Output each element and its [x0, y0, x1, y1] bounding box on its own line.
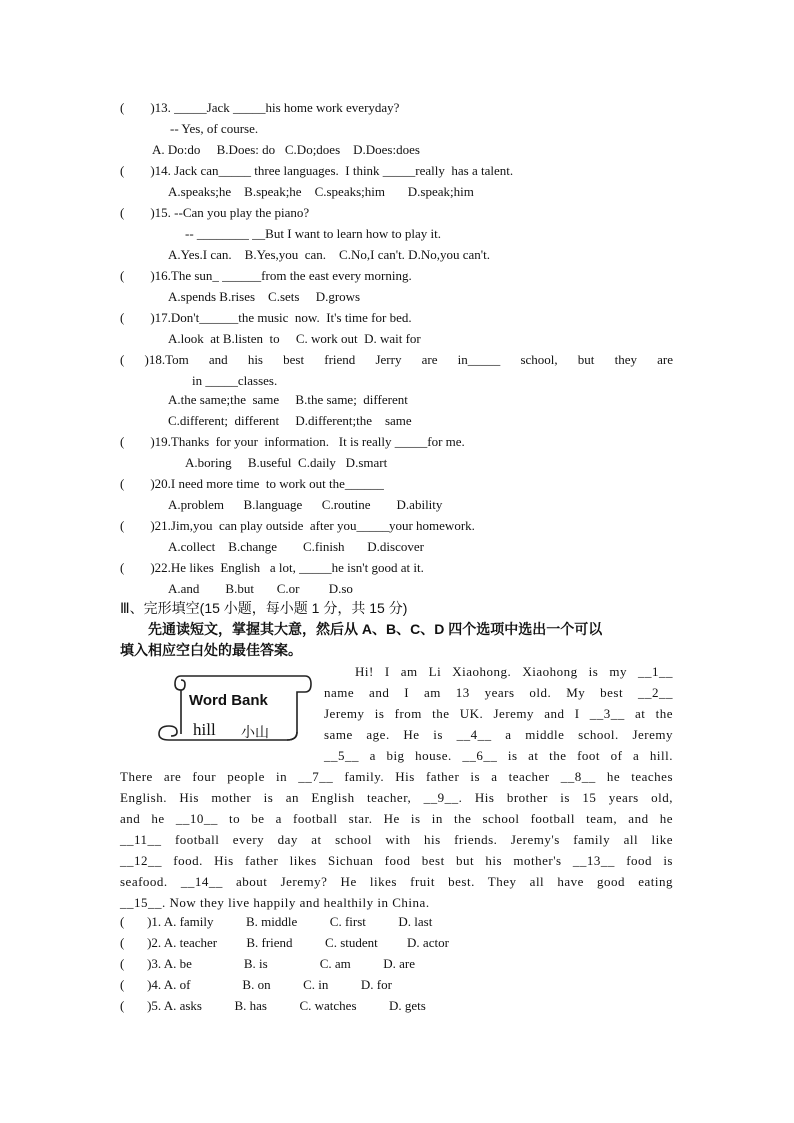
question-line: ( )14. Jack can_____ three languages. I think _____really has a talent.	[120, 163, 514, 178]
question-line: ( )13. _____Jack _____his home work everyday?	[120, 100, 400, 115]
word-bank-scroll	[155, 668, 315, 750]
question-line: A.boring B.useful C.daily D.smart	[185, 455, 388, 470]
question-line: ( )22.He likes English a lot, _____he isn't good at it.	[120, 560, 424, 575]
passage-line: __11__ football every day at school with his friends. Jeremy's family all like	[120, 832, 673, 847]
passage-line: and he __10__ to be a football star. He is in the school football team, and he	[120, 811, 673, 826]
question-line: ( )21.Jim,you can play outside after you_____your homework.	[120, 518, 475, 533]
question-line: -- ________ __But I want to learn how to play it.	[185, 226, 441, 241]
question-line: A. Do:do B.Does: do C.Do;does D.Does:does	[152, 142, 420, 157]
question-line: ( )20.I need more time to work out the______	[120, 476, 384, 491]
question-line: A.collect B.change C.finish D.discover	[168, 539, 424, 554]
passage-line: Jeremy is from the UK. Jeremy and I __3__ at the	[324, 706, 673, 721]
question-line: -- Yes, of course.	[170, 121, 259, 136]
word-bank-title: Word Bank	[189, 692, 268, 709]
question-line: C.different; different D.different;the same	[168, 413, 412, 428]
word-bank-meaning: 小山	[241, 725, 269, 741]
question-line: ( )15. --Can you play the piano?	[120, 205, 310, 220]
passage-line: name and I am 13 years old. My best __2__	[324, 685, 673, 700]
question-line: A.and B.but C.or D.so	[168, 581, 353, 596]
cloze-option-line: ( )4. A. of B. on C. in D. for	[120, 977, 392, 992]
section-instruction-line-1: 先通读短文，掌握其大意，然后从 A、B、C、D 四个选项中选出一个可以	[148, 621, 603, 637]
word-bank-word: hill	[193, 720, 216, 739]
cloze-option-line: ( )5. A. asks B. has C. watches D. gets	[120, 998, 426, 1013]
passage-line: English. His mother is an English teacher, __9__. His brother is 15 years old,	[120, 790, 673, 805]
cloze-option-line: ( )1. A. family B. middle C. first D. last	[120, 914, 433, 929]
section-heading: Ⅲ、完形填空(15 小题，每小题 1 分，共 15 分)	[120, 600, 408, 616]
scroll-icon	[155, 668, 315, 750]
passage-line: seafood. __14__ about Jeremy? He likes fruit best. They all have good eating	[120, 874, 673, 889]
passage-last-line: __15__. Now they live happily and healthily in China.	[120, 895, 430, 910]
question-line: A.speaks;he B.speak;he C.speaks;him D.speak;him	[168, 184, 474, 199]
question-line: A.spends B.rises C.sets D.grows	[168, 289, 361, 304]
passage-line: Hi! I am Li Xiaohong. Xiaohong is my __1__	[355, 664, 673, 679]
section-instruction-line-2: 填入相应空白处的最佳答案。	[120, 642, 302, 658]
passage-line: same age. He is __4__ a middle school. Jeremy	[324, 727, 673, 742]
cloze-option-line: ( )3. A. be B. is C. am D. are	[120, 956, 416, 971]
cloze-option-line: ( )2. A. teacher B. friend C. student D. actor	[120, 935, 449, 950]
question-line: ( )17.Don't______the music now. It's time for bed.	[120, 310, 412, 325]
question-line: A.problem B.language C.routine D.ability	[168, 497, 443, 512]
question-line: ( )16.The sun_ ______from the east every morning.	[120, 268, 412, 283]
passage-line: __12__ food. His father likes Sichuan food best but his mother's __13__ food is	[120, 853, 673, 868]
passage-line: __5__ a big house. __6__ is at the foot of a hill.	[324, 748, 673, 763]
question-line: in _____classes.	[192, 373, 278, 388]
question-line: A.the same;the same B.the same; different	[168, 392, 408, 407]
question-line: ( )19.Thanks for your information. It is really _____for me.	[120, 434, 465, 449]
question-line: A.look at B.listen to C. work out D. wait for	[168, 331, 421, 346]
question-18: ( )18.Tom and his best friend Jerry are in_____ school, but they are	[120, 352, 673, 367]
passage-line: There are four people in __7__ family. His father is a teacher __8__ he teaches	[120, 769, 673, 784]
question-line: A.Yes.I can. B.Yes,you can. C.No,I can't. D.No,you can't.	[168, 247, 490, 262]
